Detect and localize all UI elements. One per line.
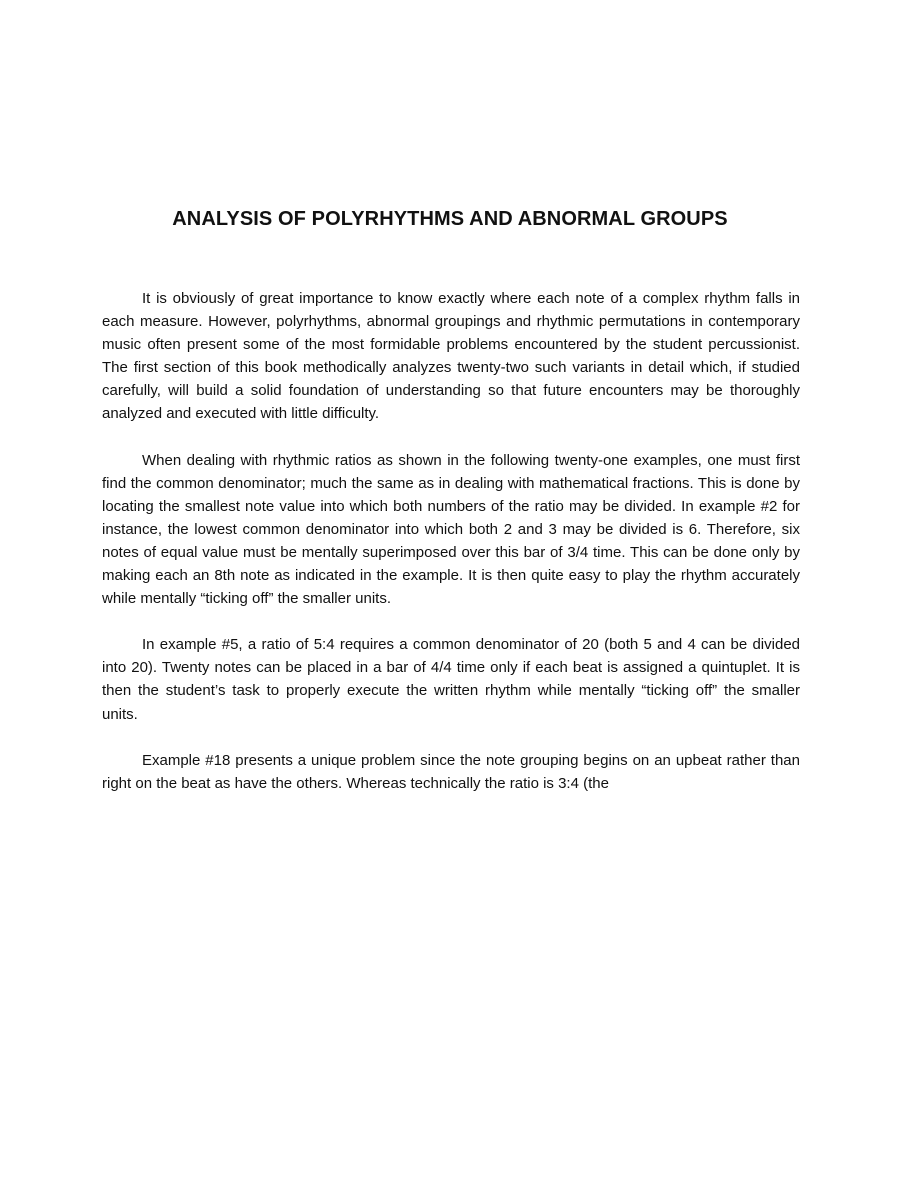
- paragraph-example-18: Example #18 presents a unique problem since the note grouping begins on an upbeat rather than right on the beat as have the others. Whereas technically the ratio is 3:4 (the: [102, 751, 800, 792]
- page-title: ANALYSIS OF POLYRHYTHMS AND ABNORMAL GROUPS: [172, 208, 728, 230]
- paragraph-example-5: In example #5, a ratio of 5:4 requires a common denominator of 20 (both 5 and 4 can be divided into 20). Twenty notes can be placed in a bar of 4/4 time only if each beat is assigned a quintuplet. It is then the student’s task to properly execute the written rhythm while mentally “ticking off” the smaller units.: [102, 636, 800, 723]
- body-text: [102, 287, 800, 795]
- paragraph-intro: It is obviously of great importance to know exactly where each note of a complex rhythm falls in each measure. However, polyrhythms, abnormal groupings and rhythmic permutations in contemporary music often present some of the most formidable problems encountered by the student percussionist. The first section of this book methodically analyzes twenty-two such variants in detail which, if studied carefully, will build a solid foundation of understanding so that future encounters may be thoroughly analyzed and executed with little difficulty.: [102, 290, 800, 423]
- paragraph-rhythmic-ratios: When dealing with rhythmic ratios as shown in the following twenty-one examples, one must first find the common denominator; much the same as in dealing with mathematical fractions. This is done by locating the smallest note value into which both numbers of the ratio may be divided. In example #2 for instance, the lowest common denominator into which both 2 and 3 may be divided is 6. Therefore, six notes of equal value must be mentally superimposed over this bar of 3/4 time. This can be done only by making each an 8th note as indicated in the example. It is then quite easy to play the rhythm accurately while mentally “ticking off” the smaller units.: [102, 451, 800, 608]
